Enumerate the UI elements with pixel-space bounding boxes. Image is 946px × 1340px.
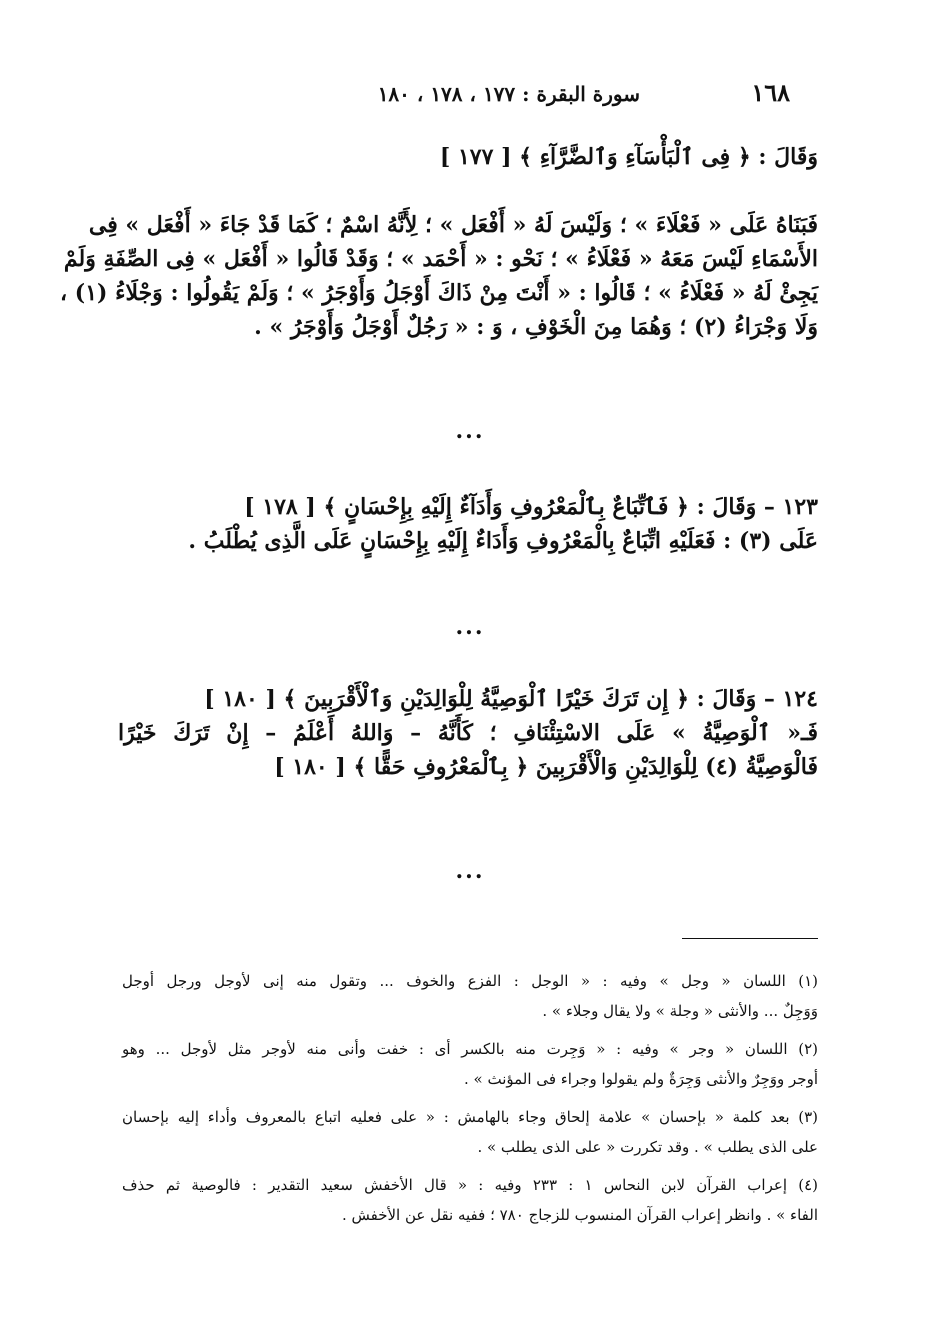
footnote-line: (٣) بعد كلمة « بإحسان » علامة إلحاق وجاء بالهامش : « على فعليه اتباع بالمعروف وأداء إليه بإحسان (122, 1108, 818, 1126)
commentary-paragraph-3 (118, 682, 818, 784)
footnote-rule (682, 938, 818, 939)
footnote-line: على الذى يطلب » . وقد تكررت « على الذى يطلب » . (477, 1138, 818, 1156)
section-separator: ... (455, 418, 485, 444)
page-number: ١٦٨ (751, 78, 790, 107)
footnote-line: وَوَجِلٌ ... والأنثى « وجلة » ولا يقال وجلاء » . (542, 1002, 818, 1020)
text-line: وَلَا وَجْرَاءُ (٢) ؛ وَهُمَا مِنَ الْخَوْفِ ، وَ : « رَجُلٌ أَوْجَلُ وَأَوْجَرُ » . (254, 314, 818, 340)
intro-verse (118, 140, 818, 174)
verse-line: ١٢٣ – وَقَالَ : ﴿ فَٱتِّبَاعٌ بِٱلْمَعْرُوفِ وَأَدَآءٌ إِلَيْهِ بِإِحْسَانٍ ﴾ [ ١٧٨ ] (244, 494, 818, 520)
commentary-paragraph-1 (60, 208, 818, 344)
footnote-line: الفاء » . وانظر إعراب القرآن المنسوب للزجاج ٧٨٠ ؛ ففيه نقل عن الأخفش . (341, 1206, 818, 1224)
text-line: فَبَنَاهُ عَلَى « فَعْلَاءَ » ؛ وَلَيْسَ لَهُ « أَفْعَل » ؛ لِأَنَّهُ اسْمٌ ؛ كَمَا قَدْ جَاءَ « أَفْعَل » فِى (88, 212, 818, 238)
footnote-line: (٢) اللسان « وجر » وفيه : « وَجِرت منه بالكسر أى : خفت وأنى منه لأوجر مثل لأوجل ... وهو (122, 1040, 818, 1058)
section-separator: ... (455, 614, 485, 640)
text-line: عَلَى (٣) : فَعَلَيْهِ اتِّبَاعٌ بِالْمَعْرُوفِ وَأَدَاءٌ إِلَيْهِ بِإِحْسَانٍ عَلَى الَّذِى يُطْلَبُ . (188, 528, 818, 554)
text-line: فَالْوَصِيَّةُ (٤) لِلْوَالِدَيْنِ وَالْأَقْرَبِينَ ﴿ بِٱلْمَعْرُوفِ حَقًّا ﴾ [ ١٨٠ ] (274, 754, 818, 780)
verse-line: ١٢٤ – وَقَالَ : ﴿ إِن تَرَكَ خَيْرًا ٱلْوَصِيَّةُ لِلْوَالِدَيْنِ وَٱلْأَقْرَبِينَ ﴾ [ ١٨٠ ] (204, 686, 818, 712)
commentary-paragraph-2 (118, 490, 818, 558)
text-line: الأَسْمَاءِ لَيْسَ مَعَهُ « فَعْلَاءُ » ؛ نَحْو : « أَحْمَد » ؛ وَقَدْ قَالُوا « أَفْعَل » فِى الصِّفَةِ وَلَمْ (63, 246, 818, 272)
text-line: يَجِئْ لَهُ « فَعْلَاءُ » ؛ قَالُوا : « أَنْتَ مِنْ ذَاكَ أَوْجَلُ وَأَوْجَرُ » ؛ وَلَمْ يَقُولُوا : وَجْلَاءُ (١) ، (60, 280, 818, 306)
page-header (340, 78, 790, 108)
footnote-line: (١) اللسان « وجل » وفيه : « الوجل : الفزع والخوف ... وتقول منه إنى لأوجل ورجل أوجل (122, 972, 818, 990)
verse-line: وَقَالَ : ﴿ فِى ٱلْبَأْسَآءِ وَٱلضَّرَّآءِ ﴾ [ ١٧٧ ] (439, 144, 818, 170)
running-title: سورة البقرة : ١٧٧ ، ١٧٨ ، ١٨٠ (377, 82, 640, 106)
section-separator: ... (455, 858, 485, 884)
footnote-line: (٤) إعراب القرآن لابن النحاس ١ : ٢٣٣ وفيه : « قال الأخفش سعيد التقدير : فالوصية ثم حذف (122, 1176, 818, 1194)
footnotes (122, 966, 818, 1230)
text-line: فَـ« ٱلْوَصِيَّةُ » عَلَى الاسْتِئْنَافِ ؛ كَأَنَّهُ – وَاللهُ أَعْلَمُ – إِنْ تَرَكَ خَيْرًا (118, 720, 818, 746)
footnote-line: أوجر ووَجِرٌ والأنثى وَجِرَةٌ ولم يقولوا وجراء فى المؤنث » . (464, 1070, 818, 1088)
